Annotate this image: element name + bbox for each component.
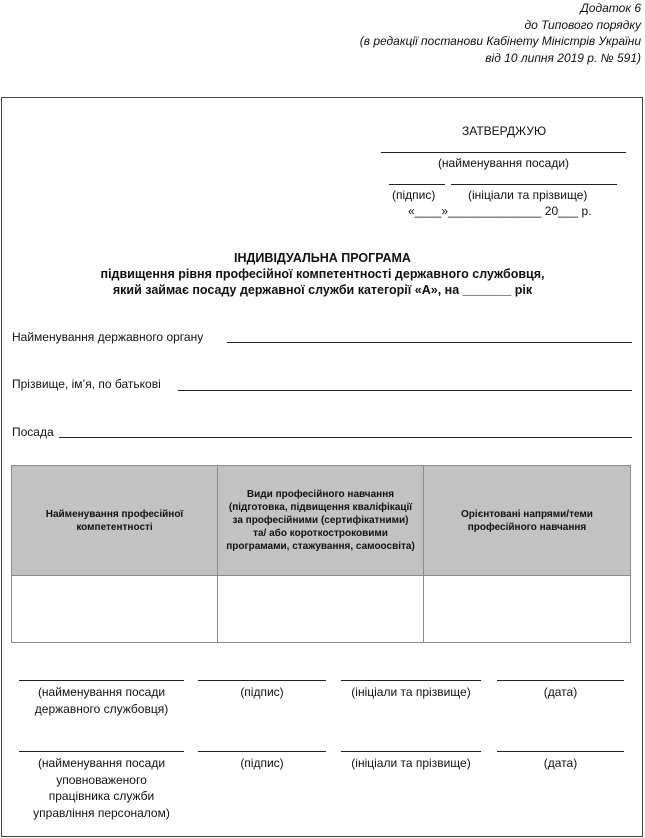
full-name-input-line[interactable] (178, 390, 632, 391)
position-label: Посада (12, 425, 54, 439)
employee-date-caption: (дата) (543, 685, 578, 699)
table-cell-training-types[interactable] (218, 576, 424, 643)
appendix-reference: до Типового порядку (524, 17, 641, 32)
hr-officer-signature-caption: (підпис) (240, 756, 284, 770)
employee-position-caption: (найменування посади державного службовця) (34, 685, 169, 716)
full-name-label: Прізвище, ім’я, по батькові (12, 377, 161, 391)
document-subtitle-2: який займає посаду державної служби категорії «А», на _______ рік (112, 283, 533, 297)
table-cell-competence[interactable] (12, 576, 218, 643)
hr-officer-position-line[interactable] (19, 751, 184, 752)
program-table (11, 465, 631, 643)
table-header-competence: Найменування професійної компетентності (12, 466, 218, 576)
employee-signature-caption: (підпис) (240, 685, 284, 699)
approval-signature-line[interactable] (389, 184, 445, 185)
employee-position-line[interactable] (19, 680, 184, 681)
hr-officer-position-caption: (найменування посади уповноваженого працівника служби управління персоналом) (33, 756, 170, 820)
approval-signature-caption: (підпис) (392, 188, 436, 202)
appendix-edition: (в редакції постанови Кабінету Міністрів України (359, 34, 641, 48)
document-title: ІНДИВІДУАЛЬНА ПРОГРАМА (234, 251, 411, 265)
approval-initials-caption: (ініціали та прізвище) (468, 188, 588, 202)
hr-officer-signature-line[interactable] (198, 751, 326, 752)
appendix-number: Додаток 6 (580, 1, 641, 15)
employee-date-line[interactable] (497, 680, 624, 681)
organ-label: Найменування державного органу (12, 330, 204, 344)
position-input-line[interactable] (59, 437, 632, 438)
organ-input-line[interactable] (227, 342, 632, 343)
hr-officer-date-line[interactable] (497, 751, 624, 752)
approval-title: ЗАТВЕРДЖУЮ (462, 124, 547, 138)
document-subtitle-1: підвищення рівня професійної компетентності державного службовця, (100, 267, 545, 281)
employee-initials-line[interactable] (341, 680, 481, 681)
table-header-row (12, 466, 631, 576)
table-row (12, 576, 631, 643)
hr-officer-initials-line[interactable] (341, 751, 481, 752)
hr-officer-date-caption: (дата) (543, 756, 578, 770)
approval-position-caption: (найменування посади) (437, 156, 570, 170)
approval-position-line[interactable] (381, 152, 626, 153)
table-cell-training-topics[interactable] (424, 576, 631, 643)
table-header-training-topics: Орієнтовані напрями/теми професійного навчання (424, 466, 631, 576)
appendix-header (360, 0, 641, 66)
appendix-date: від 10 липня 2019 р. № 591) (485, 50, 641, 65)
table-header-training-types: Види професійного навчання (підготовка, підвищення кваліфікації за професійними (сертифікатними) та/ або короткостроковими програмами, стажування, самоосвіта) (218, 466, 424, 576)
employee-signature-line[interactable] (198, 680, 326, 681)
approval-initials-line[interactable] (451, 184, 617, 185)
employee-initials-caption: (ініціали та прізвище) (351, 685, 471, 699)
hr-officer-initials-caption: (ініціали та прізвище) (351, 756, 471, 770)
approval-date-line[interactable]: «____»______________ 20___ р. (408, 204, 592, 218)
